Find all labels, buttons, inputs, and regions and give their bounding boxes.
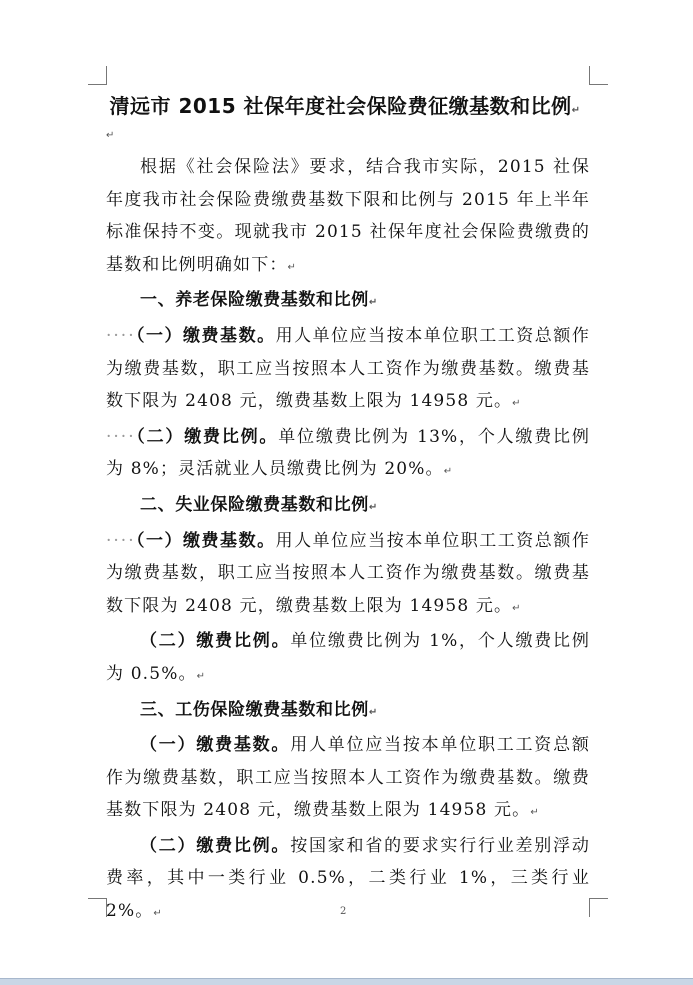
paragraph-mark-icon: ↵ (368, 706, 378, 718)
leader-dots: ···· (106, 325, 136, 346)
crop-mark-top-right (589, 66, 608, 85)
window-bottom-bar (0, 978, 693, 985)
item-text: 按国家和省的要求实行行业差别浮动费率，其中一类行业 0.5%，二类行业 1%，三类行业 2%。 (106, 835, 591, 922)
section-3-item-2[interactable] (106, 830, 590, 931)
section-1-item-1[interactable] (106, 320, 590, 421)
paragraph-mark-icon: ↵ (512, 398, 522, 410)
document-body[interactable] (106, 151, 590, 931)
section-heading-text: 二、失业保险缴费基数和比例 (140, 494, 369, 515)
paragraph-mark-icon: ↵ (368, 501, 378, 513)
item-label: （二）缴费比例。 (135, 426, 279, 447)
paragraph-mark-icon: ↵ (287, 261, 298, 273)
section-1-item-2[interactable] (106, 421, 590, 489)
item-label: （二）缴费比例。 (140, 835, 291, 856)
paragraph-mark-icon: ↵ (368, 297, 378, 309)
intro-paragraph[interactable] (106, 151, 590, 284)
section-heading-text: 一、养老保险缴费基数和比例 (140, 290, 369, 311)
item-text: 用人单位应当按本单位职工工资总额作为缴费基数，职工应当按照本人工资作为缴费基数。缴费基数下限为 2408 元，缴费基数上限为 14958 元。 (106, 325, 590, 412)
empty-paragraph-mark-icon: ↵ (106, 130, 115, 141)
document-title[interactable] (100, 90, 590, 119)
item-text: 用人单位应当按本单位职工工资总额作为缴费基数，职工应当按照本人工资作为缴费基数。缴费基数下限为 2408 元，缴费基数上限为 14958 元。 (106, 530, 590, 616)
item-text: 单位缴费比例为 1%，个人缴费比例为 0.5%。 (106, 631, 590, 684)
crop-mark-bottom-right (589, 898, 608, 917)
document-title-text: 清远市 2015 社保年度社会保险费征缴基数和比例 (109, 94, 572, 118)
page-number: 2 (340, 906, 347, 917)
section-1-heading[interactable] (106, 284, 590, 320)
section-heading-text: 三、工伤保险缴费基数和比例 (140, 699, 369, 720)
section-3-item-1[interactable] (106, 729, 590, 830)
paragraph-mark-icon: ↵ (153, 908, 163, 920)
crop-mark-top-left (88, 66, 107, 85)
item-text: 单位缴费比例为 13%，个人缴费比例为 8%；灵活就业人员缴费比例为 20%。 (106, 426, 591, 480)
intro-text: 根据《社会保险法》要求，结合我市实际，2015 社保年度我市社会保险费缴费基数下限和比例与 2015 年上半年标准保持不变。现就我市 2015 社保年度社会保险费缴费的基数和比例明确如下： (106, 157, 590, 275)
section-3-heading[interactable] (106, 694, 590, 730)
paragraph-mark-icon: ↵ (512, 602, 522, 614)
paragraph-mark-icon: ↵ (571, 105, 581, 116)
paragraph-mark-icon: ↵ (196, 670, 207, 682)
paragraph-mark-icon: ↵ (530, 807, 540, 819)
item-label: （二）缴费比例。 (140, 631, 291, 652)
item-label: （一）缴费基数。 (140, 735, 291, 756)
item-label: （一）缴费基数。 (135, 530, 276, 551)
leader-dots: ···· (106, 426, 136, 447)
item-text: 用人单位应当按本单位职工工资总额作为缴费基数，职工应当按照本人工资作为缴费基数。缴费基数下限为 2408 元，缴费基数上限为 14958 元。 (106, 735, 591, 821)
section-2-item-1[interactable] (106, 525, 590, 626)
item-label: （一）缴费基数。 (135, 325, 276, 346)
paragraph-mark-icon: ↵ (443, 466, 454, 478)
crop-mark-bottom-left (88, 898, 107, 917)
section-2-item-2[interactable] (106, 625, 590, 693)
section-2-heading[interactable] (106, 489, 590, 525)
leader-dots: ···· (106, 530, 136, 551)
